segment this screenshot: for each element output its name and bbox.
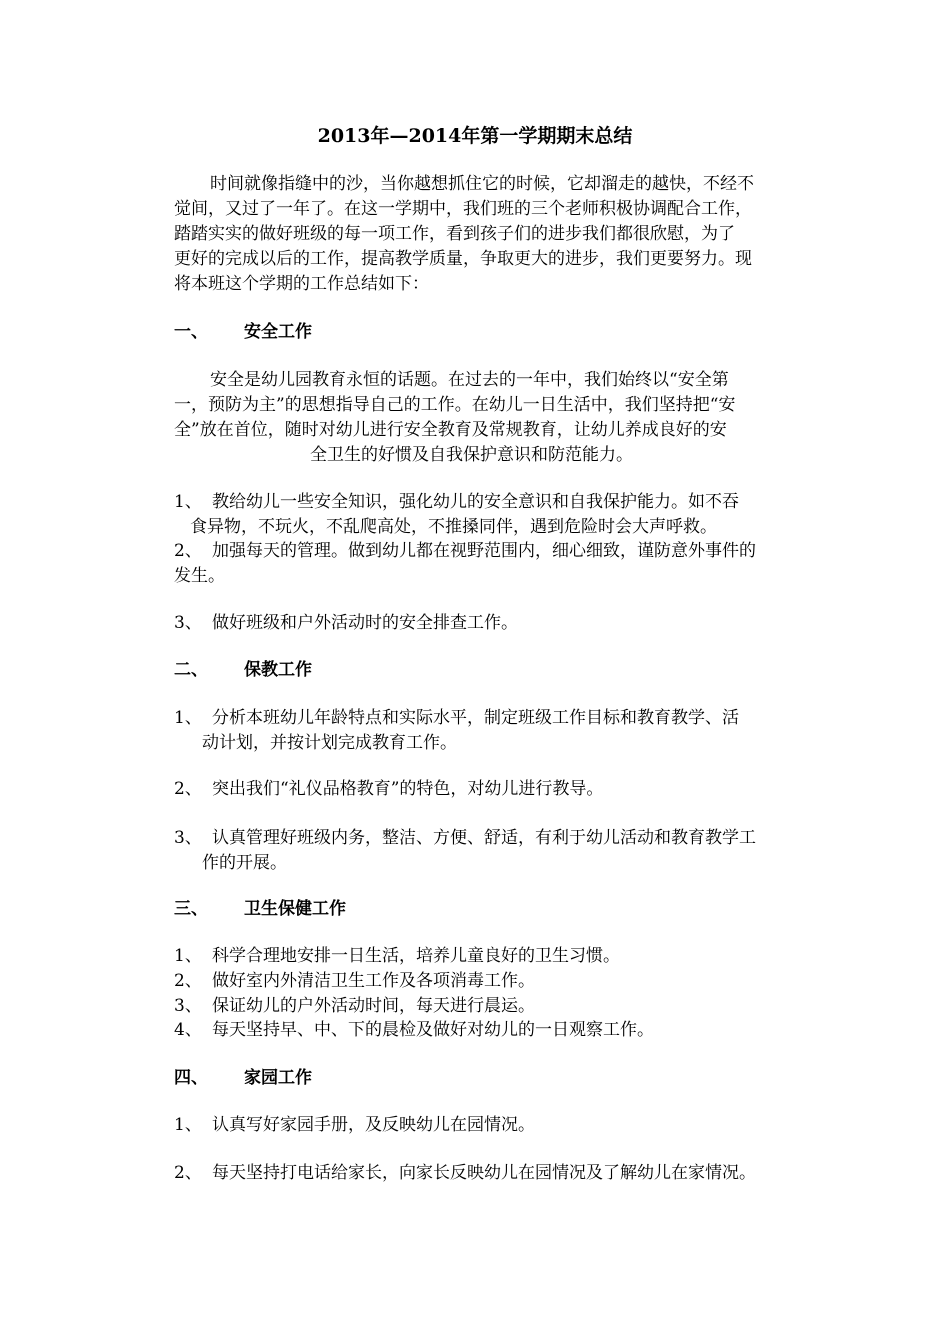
- safety-paragraph-line: 安全是幼儿园教育永恒的话题。在过去的一年中，我们始终以“安全第: [210, 370, 729, 390]
- list-item-number: 3、: [174, 996, 202, 1016]
- section-title: 安全工作: [244, 322, 312, 342]
- list-item-text: 保证幼儿的户外活动时间，每天进行晨运。: [212, 996, 535, 1016]
- list-item-text: 认真写好家园手册，及反映幼儿在园情况。: [212, 1115, 535, 1135]
- document-title: 2013年—2014年第一学期期末总结: [317, 125, 633, 147]
- list-item-number: 2、: [174, 541, 202, 561]
- list-item-number: 4、: [174, 1020, 202, 1040]
- safety-paragraph-line: 全”放在首位，随时对幼儿进行安全教育及常规教育，让幼儿养成良好的安: [174, 420, 727, 440]
- safety-paragraph-line: 全卫生的好惯及自我保护意识和防范能力。: [310, 445, 633, 465]
- list-item-number: 1、: [174, 946, 202, 966]
- list-item-number: 3、: [174, 828, 202, 848]
- list-item-number: 3、: [174, 613, 202, 633]
- list-item-text: 食异物，不玩火，不乱爬高处，不推搡同伴，遇到危险时会大声呼救。: [190, 517, 717, 537]
- intro-line: 更好的完成以后的工作，提高教学质量，争取更大的进步，我们更要努力。现: [174, 249, 752, 269]
- section-number: 三、: [174, 899, 208, 919]
- list-item-text: 科学合理地安排一日生活，培养儿童良好的卫生习惯。: [212, 946, 620, 966]
- list-item-text: 作的开展。: [202, 853, 287, 873]
- section-heading-home-school: [174, 1066, 312, 1090]
- list-item-text: 每天坚持早、中、下的晨检及做好对幼儿的一日观察工作。: [212, 1020, 654, 1040]
- list-item-text: 加强每天的管理。做到幼儿都在视野范围内，细心细致，谨防意外事件的: [212, 541, 756, 561]
- list-item-text: 做好班级和户外活动时的安全排查工作。: [212, 613, 518, 633]
- intro-line: 时间就像指缝中的沙，当你越想抓住它的时候，它却溜走的越快，不经不: [210, 174, 754, 194]
- list-item-text: 做好室内外清洁卫生工作及各项消毒工作。: [212, 971, 535, 991]
- list-item-text: 动计划，并按计划完成教育工作。: [202, 733, 457, 753]
- section-heading-education: [174, 658, 312, 682]
- list-item-text: 教给幼儿一些安全知识，强化幼儿的安全意识和自我保护能力。如不吞: [212, 492, 739, 512]
- list-item-text: 认真管理好班级内务，整洁、方便、舒适，有利于幼儿活动和教育教学工: [212, 828, 756, 848]
- list-item-number: 1、: [174, 492, 202, 512]
- intro-line: 将本班这个学期的工作总结如下：: [174, 274, 429, 294]
- list-item-text: 突出我们“礼仪品格教育”的特色，对幼儿进行教导。: [212, 779, 604, 799]
- section-heading-safety: [174, 320, 312, 344]
- list-item-number: 1、: [174, 1115, 202, 1135]
- section-number: 四、: [174, 1068, 208, 1088]
- list-item-number: 2、: [174, 1163, 202, 1183]
- section-title: 卫生保健工作: [244, 899, 346, 919]
- list-item-number: 2、: [174, 779, 202, 799]
- section-title: 家园工作: [244, 1068, 312, 1088]
- section-title: 保教工作: [244, 660, 312, 680]
- intro-line: 踏踏实实的做好班级的每一项工作，看到孩子们的进步我们都很欣慰，为了: [174, 224, 735, 244]
- list-item-text: 每天坚持打电话给家长，向家长反映幼儿在园情况及了解幼儿在家情况。: [212, 1163, 756, 1183]
- intro-line: 觉间，又过了一年了。在这一学期中，我们班的三个老师积极协调配合工作，: [174, 199, 752, 219]
- section-number: 二、: [174, 660, 208, 680]
- list-item-text: 发生。: [174, 566, 225, 586]
- section-number: 一、: [174, 322, 208, 342]
- list-item-number: 2、: [174, 971, 202, 991]
- section-heading-health: [174, 897, 346, 921]
- list-item-number: 1、: [174, 708, 202, 728]
- safety-paragraph-line: 一，预防为主”的思想指导自己的工作。在幼儿一日生活中，我们坚持把“安: [174, 395, 736, 415]
- list-item-text: 分析本班幼儿年龄特点和实际水平，制定班级工作目标和教育教学、活: [212, 708, 739, 728]
